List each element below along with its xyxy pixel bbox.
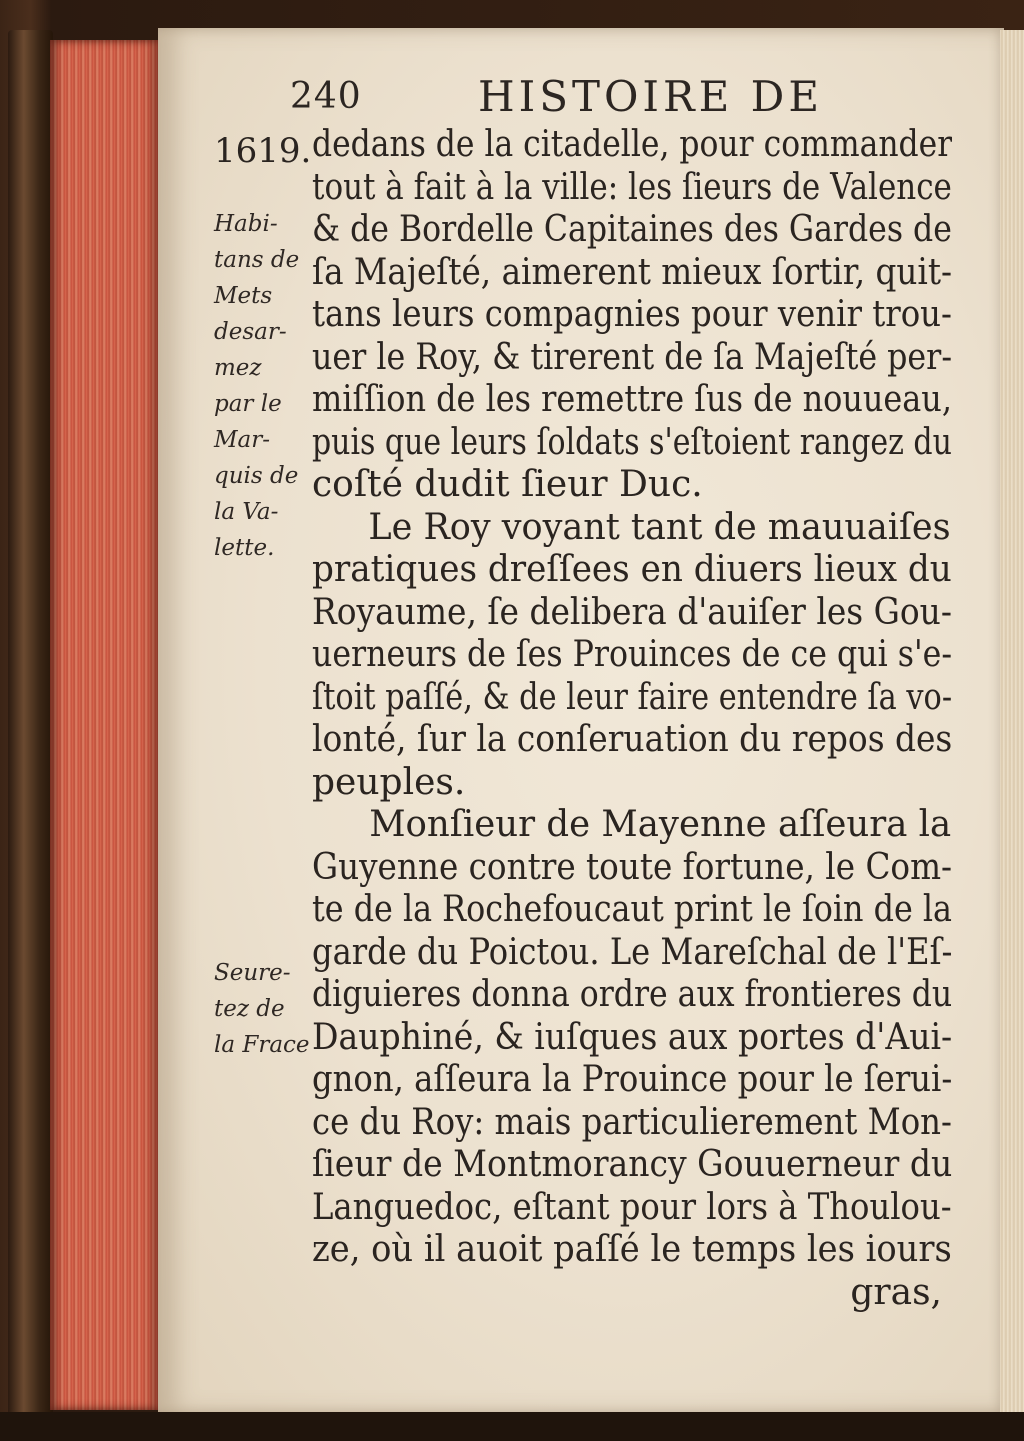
margin-note-line: desar- (214, 319, 287, 345)
margin-note-line: quis de (214, 463, 299, 489)
text-line: ſa Majeſté, aimerent mieux ſortir, quit- (312, 251, 953, 293)
margin-note-line: Seure- (214, 960, 291, 986)
text-line: Languedoc, eſtant pour lors à Thoulou- (312, 1186, 952, 1228)
margin-note-line: par le (214, 391, 282, 417)
bottom-shadow (0, 1412, 1024, 1441)
margin-note-line: mez (214, 355, 262, 381)
text-line: ce du Roy: mais particulierement Mon- (312, 1101, 952, 1143)
text-line: Royaume, ſe delibera d'auiſer les Gou- (312, 591, 952, 633)
margin-note-2 (214, 955, 308, 1063)
text-line: gnon, aſſeura la Prouince pour le ſerui- (312, 1059, 953, 1100)
text-line: Le Roy voyant tant de mauuaiſes (368, 506, 951, 548)
margin-note-line: lette. (214, 535, 275, 561)
margin-note-line: la Va- (214, 499, 279, 525)
text-line: garde du Poictou. Le Mareſchal de l'Eſ- (312, 931, 953, 973)
running-title: HISTOIRE DE (478, 72, 823, 121)
text-line: dedans de la citadelle, pour commander (312, 124, 953, 165)
text-line: miſſion de les remettre ſus de nouueau, (312, 379, 952, 420)
facing-page-edge (1000, 30, 1024, 1415)
margin-note-line: la Frace (214, 1032, 310, 1058)
text-line: tout à fait à la ville: les ſieurs de Valence (312, 166, 952, 208)
text-line: Monſieur de Mayenne aſſeura la (369, 804, 952, 845)
text-line: uer le Roy, & tirerent de ſa Majeſté per- (312, 336, 953, 378)
text-line: peuples. (312, 761, 466, 803)
margin-note-line: Habi- (214, 211, 278, 237)
text-line: ze, où il auoit paſſé le temps les iours (312, 1229, 952, 1270)
catchword: gras, (850, 1271, 942, 1313)
text-line: te de la Rochefoucaut print le ſoin de la (312, 889, 953, 930)
margin-note-1 (214, 206, 308, 566)
text-line: Guyenne contre toute fortune, le Com- (312, 846, 953, 888)
text-line: pratiques dreſſees en diuers lieux du (312, 549, 952, 590)
margin-note-line: Mar- (214, 427, 271, 453)
text-line: puis que leurs ſoldats s'eſtoient rangez du (312, 421, 952, 463)
book-binding (8, 30, 53, 1415)
margin-note-line: tez de (214, 996, 285, 1022)
page-edges-red (50, 40, 158, 1410)
text-line: diguieres donna ordre aux frontieres du (312, 974, 953, 1015)
text-line: ſtoit paſſé, & de leur faire entendre ſa vo- (312, 676, 953, 718)
text-line: & de Bordelle Capitaines des Gardes de (312, 209, 952, 250)
text-line: lonté, ſur la conſeruation du repos des (312, 719, 953, 760)
text-line: coſté dudit ſieur Duc. (312, 464, 703, 505)
text-line: tans leurs compagnies pour venir trou- (312, 294, 952, 335)
margin-note-line: Mets (214, 283, 273, 309)
margin-year: 1619. (214, 131, 312, 171)
running-head (290, 72, 910, 132)
text-line: Dauphiné, & iuſques aux portes d'Aui- (312, 1016, 953, 1058)
text-line: uerneurs de ſes Prouinces de ce qui s'e- (312, 634, 953, 675)
margin-note-line: tans de (214, 247, 300, 273)
body-text (312, 124, 952, 1314)
text-line: ſieur de Montmorancy Gouuerneur du (312, 1144, 953, 1185)
page-number: 240 (290, 76, 362, 117)
